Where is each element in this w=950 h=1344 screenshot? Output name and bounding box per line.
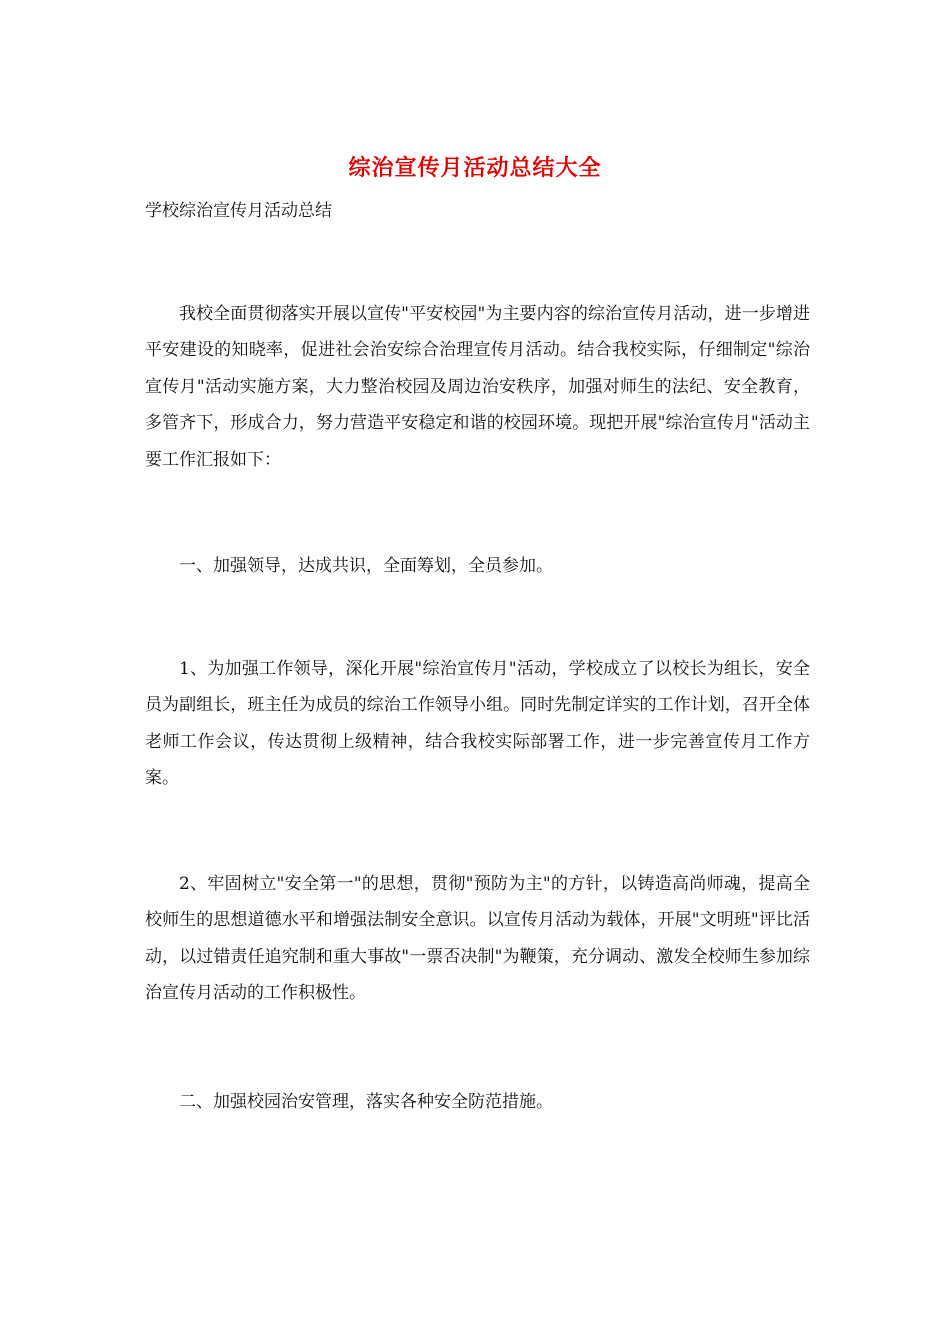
section-heading-2: 二、加强校园治安管理，落实各种安全防范措施。 <box>179 1092 553 1112</box>
paragraph-intro: 我校全面贯彻落实开展以宣传"平安校园"为主要内容的综治宣传月活动，进一步增进平安建设的知晓率，促进社会治安综合治理宣传月活动。结合我校实际，仔细制定"综治宣传月"活动实施方案，大力整治校园及周边治安秩序，加强对师生的法纪、安全教育，多管齐下，形成合力，努力营造平安稳定和谐的校园环境。现把开展"综治宣传月"活动主要工作汇报如下： <box>145 304 810 470</box>
document-title: 综治宣传月活动总结大全 <box>348 155 602 181</box>
section-heading-1: 一、加强领导，达成共识，全面筹划，全员参加。 <box>179 556 553 576</box>
paragraph-item-1: 1、为加强工作领导，深化开展"综治宣传月"活动，学校成立了以校长为组长，安全员为副组长，班主任为成员的综治工作领导小组。同时先制定详实的工作计划，召开全体老师工作会议，传达贯彻上级精神，结合我校实际部署工作，进一步完善宣传月工作方案。 <box>145 659 810 789</box>
document-subtitle: 学校综治宣传月活动总结 <box>145 201 332 221</box>
paragraph-item-2: 2、牢固树立"安全第一"的思想，贯彻"预防为主"的方针，以铸造高尚师魂，提高全校师生的思想道德水平和增强法制安全意识。以宣传月活动为载体，开展"文明班"评比活动，以过错责任追究制和重大事故"一票否决制"为鞭策，充分调动、激发全校师生参加综治宣传月活动的工作积极性。 <box>145 874 810 1004</box>
